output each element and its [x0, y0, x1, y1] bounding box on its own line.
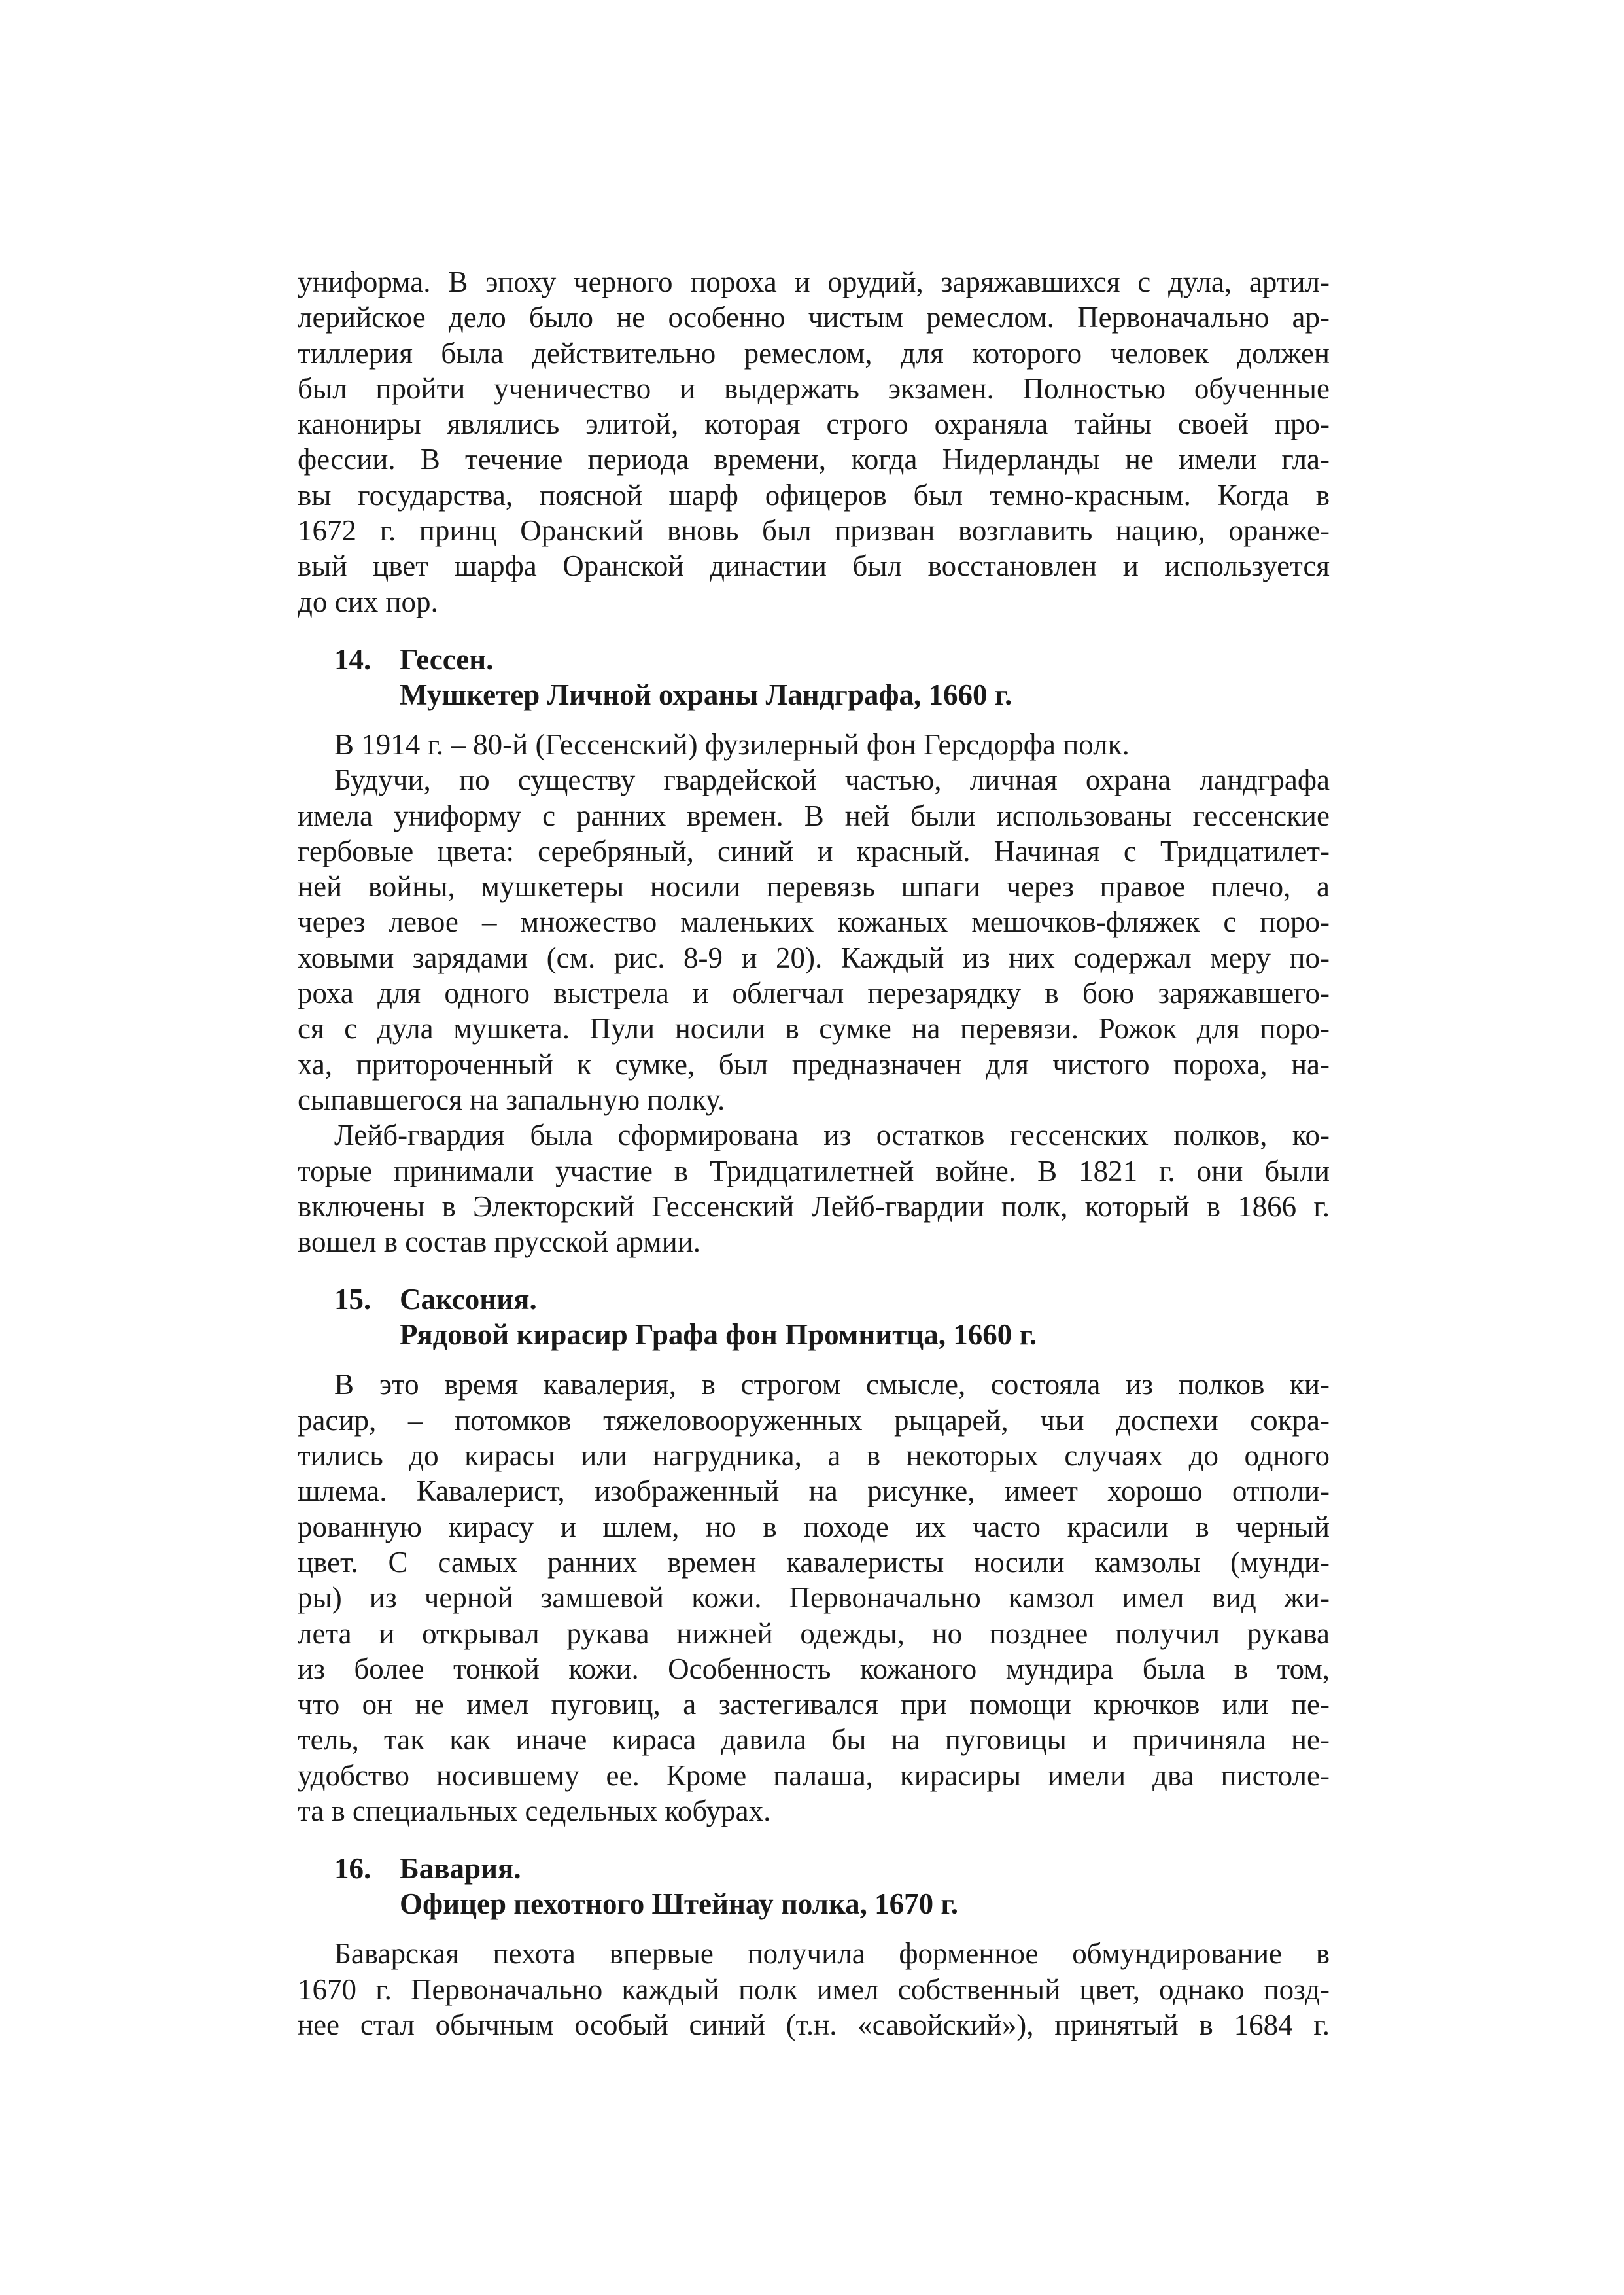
- text-line: был пройти ученичество и выдержать экзамен. Полностью обученные: [298, 372, 1330, 405]
- text-line: гербовые цвета: серебряный, синий и красный. Начиная с Тридцатилет-: [298, 834, 1330, 867]
- text-line: вый цвет шарфа Оранской династии был восстановлен и используется: [298, 550, 1330, 583]
- text-line: вошел в состав прусской армии.: [298, 1225, 701, 1259]
- text-line: до сих пор.: [298, 585, 438, 618]
- text-line: униформа. В эпоху черного пороха и орудий, заряжавшихся с дула, артил-: [298, 266, 1330, 298]
- page-content: [298, 264, 1330, 2042]
- section-number: 14.: [334, 642, 371, 676]
- text-line: ней войны, мушкетеры носили перевязь шпаги через правое плечо, а: [298, 870, 1330, 903]
- text-line: 1670 г. Первоначально каждый полк имел собственный цвет, однако позд-: [298, 1972, 1330, 2006]
- intro-paragraph: [298, 264, 1330, 620]
- text-line: через левое – множество маленьких кожаных мешочков-фляжек с поро-: [298, 905, 1330, 939]
- text-line: из более тонкой кожи. Особенность кожаного мундира была в том,: [298, 1652, 1330, 1685]
- section-15: [298, 1282, 1330, 1829]
- text-line: нее стал обычным особый синий (т.н. «савойский»), принятый в 1684 г.: [298, 2008, 1330, 2041]
- text-line: ховыми зарядами (см. рис. 8-9 и 20). Каждый из них содержал меру по-: [298, 941, 1330, 974]
- text-line: 1672 г. принц Оранский вновь был призван возглавить нацию, оранже-: [298, 514, 1330, 548]
- text-line: Лейб-гвардия была сформирована из остатков гессенских полков, ко-: [334, 1119, 1330, 1152]
- text-line: цвет. С самых ранних времен кавалеристы носили камзолы (мунди-: [298, 1545, 1330, 1579]
- text-line: имела униформу с ранних времен. В ней были использованы гессенские: [298, 799, 1330, 832]
- text-line: В это время кавалерия, в строгом смысле, состояла из полков ки-: [334, 1368, 1330, 1401]
- text-line: тиллерия была действительно ремеслом, для которого человек должен: [298, 336, 1330, 370]
- text-line: роха для одного выстрела и облегчал перезарядку в бою заряжавшего-: [298, 977, 1330, 1010]
- text-line: Будучи, по существу гвардейской частью, личная охрана ландграфа: [334, 763, 1330, 797]
- text-line: лерийское дело было не особенно чистым ремеслом. Первоначально ар-: [298, 301, 1330, 334]
- section-subtitle: Мушкетер Личной охраны Ландграфа, 1660 г.: [400, 678, 1012, 711]
- section-heading: [298, 1851, 1330, 1921]
- text-line: шлема. Кавалерист, изображенный на рисунке, имеет хорошо отполи-: [298, 1475, 1330, 1508]
- text-line: удобство носившему ее. Кроме палаша, кирасиры имели два пистоле-: [298, 1759, 1330, 1792]
- text-line: тель, так как иначе кираса давила бы на пуговицы и причиняла не-: [298, 1723, 1330, 1757]
- paragraph: [298, 762, 1330, 1117]
- text-line: что он не имел пуговиц, а застегивался при помощи крючков или пе-: [298, 1688, 1330, 1721]
- text-line: ха, притороченный к сумке, был предназначен для чистого пороха, на-: [298, 1047, 1330, 1081]
- paragraph: [298, 1936, 1330, 2042]
- text-line: ся с дула мушкета. Пули носили в сумке на перевязи. Рожок для поро-: [298, 1012, 1330, 1045]
- paragraph: [298, 727, 1330, 762]
- section-heading: [298, 642, 1330, 712]
- paragraph: [298, 1367, 1330, 1829]
- section-country: Бавария.: [400, 1852, 521, 1885]
- paragraph: [298, 1117, 1330, 1259]
- text-line: расир, – потомков тяжеловооруженных рыцарей, чьи доспехи сокра-: [298, 1403, 1330, 1437]
- text-line: В 1914 г. – 80-й (Гессенский) фузилерный фон Герсдорфа полк.: [334, 727, 1130, 761]
- section-number: 16.: [334, 1852, 371, 1885]
- section-heading: [298, 1282, 1330, 1352]
- text-line: фессии. В течение периода времени, когда Нидерланды не имели гла-: [298, 443, 1330, 476]
- text-line: рованную кирасу и шлем, но в походе их часто красили в черный: [298, 1510, 1330, 1543]
- text-line: ры) из черной замшевой кожи. Первоначально камзол имел вид жи-: [298, 1581, 1330, 1615]
- text-line: Баварская пехота впервые получила форменное обмундирование в: [334, 1937, 1330, 1971]
- section-subtitle: Офицер пехотного Штейнау полка, 1670 г.: [400, 1887, 959, 1921]
- section-14: [298, 642, 1330, 1259]
- section-number: 15.: [334, 1283, 371, 1316]
- text-line: канониры являлись элитой, которая строго охраняла тайны своей про-: [298, 408, 1330, 441]
- text-line: вы государства, поясной шарф офицеров был темно-красным. Когда в: [298, 478, 1330, 512]
- section-subtitle: Рядовой кирасир Графа фон Промнитца, 1660 г.: [400, 1318, 1037, 1352]
- text-line: торые принимали участие в Тридцатилетней войне. В 1821 г. они были: [298, 1154, 1330, 1187]
- section-country: Гессен.: [400, 642, 494, 676]
- text-line: включены в Электорский Гессенский Лейб-гвардии полк, который в 1866 г.: [298, 1189, 1330, 1223]
- text-line: лета и открывал рукава нижней одежды, но позднее получил рукава: [298, 1617, 1330, 1650]
- text-line: сыпавшегося на запальную полку.: [298, 1083, 725, 1116]
- text-line: тились до кирасы или нагрудника, а в некоторых случаях до одного: [298, 1439, 1330, 1473]
- text-line: та в специальных седельных кобурах.: [298, 1794, 771, 1827]
- section-country: Саксония.: [400, 1283, 537, 1316]
- section-16: [298, 1851, 1330, 2042]
